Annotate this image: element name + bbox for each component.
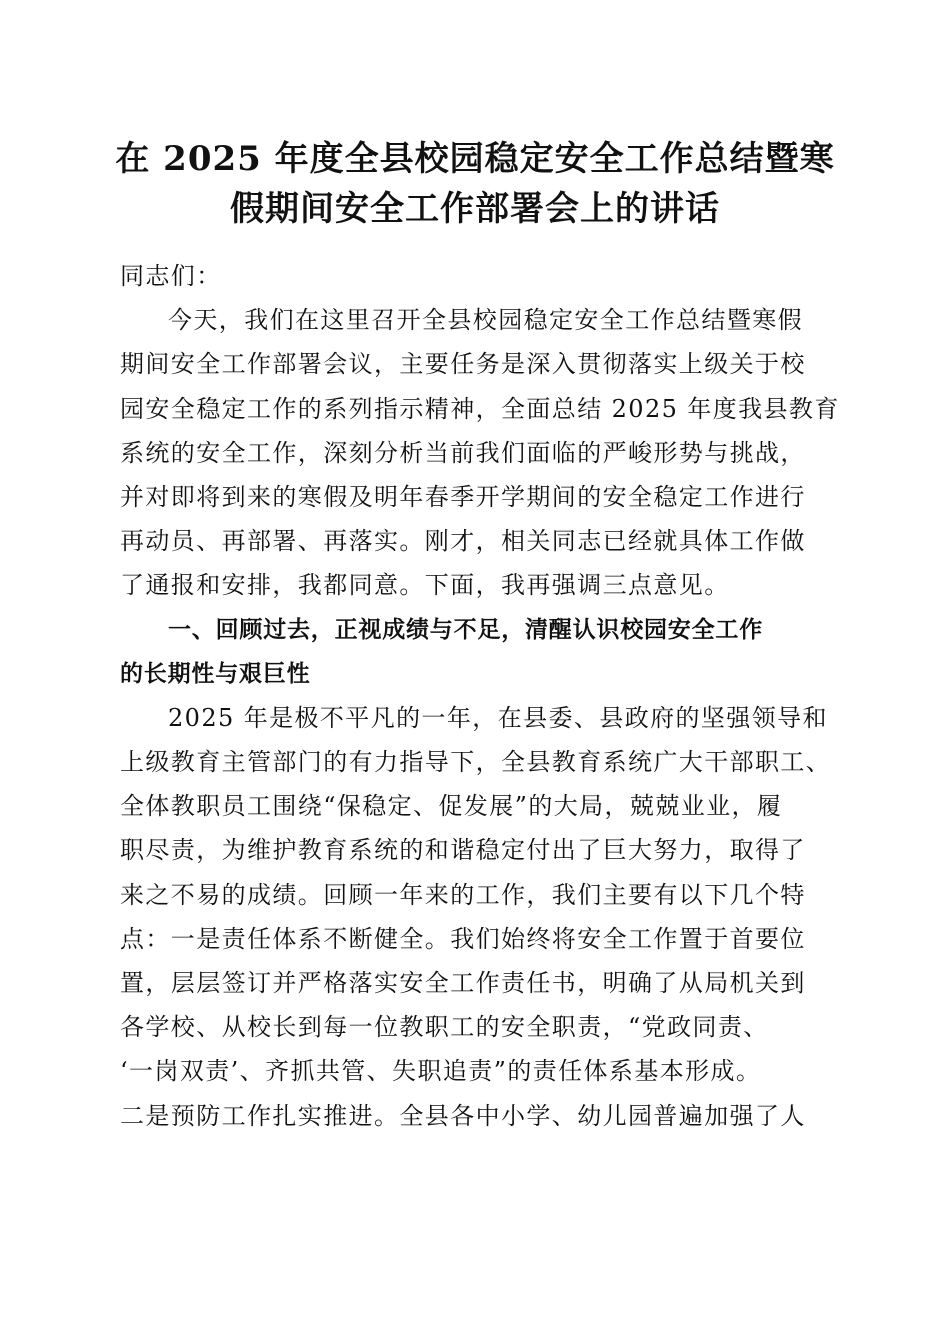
paragraph-line: 上级教育主管部门的有力指导下，全县教育系统广大干部职工、 (120, 748, 832, 777)
paragraph-line: 并对即将到来的寒假及明年春季开学期间的安全稳定工作进行 (120, 482, 806, 511)
section-paragraph (120, 696, 840, 1138)
paragraph-line: 再动员、再部署、再落实。刚才，相关同志已经就具体工作做 (120, 527, 806, 556)
paragraph-line: 园安全稳定工作的系列指示精神，全面总结 2025 年度我县教育 (120, 394, 840, 423)
paragraph-line: 今天，我们在这里召开全县校园稳定安全工作总结暨寒假 (168, 306, 803, 335)
paragraph-line: 来之不易的成绩。回顾一年来的工作，我们主要有以下几个特 (120, 880, 806, 909)
title-line: 假期间安全工作部署会上的讲话 (230, 189, 720, 229)
paragraph-line: 全体教职员工围绕“保稳定、促发展”的大局，兢兢业业，履 (120, 792, 783, 821)
section-heading (120, 608, 840, 696)
document-body (120, 254, 840, 1138)
heading-line: 的长期性与艰巨性 (120, 660, 311, 687)
paragraph-line: 点：一是责任体系不断健全。我们始终将安全工作置于首要位 (120, 924, 806, 953)
paragraph-line: 二是预防工作扎实推进。全县各中小学、幼儿园普遍加强了人 (120, 1101, 806, 1130)
paragraph-line: 各学校、从校长到每一位教职工的安全职责，“党政同责、 (120, 1013, 769, 1042)
paragraph-line: 置，层层签订并严格落实安全工作责任书，明确了从局机关到 (120, 969, 806, 997)
paragraph-line: 了通报和安排，我都同意。下面，我再强调三点意见。 (120, 571, 730, 600)
intro-paragraph (120, 298, 840, 607)
document-title (100, 134, 850, 234)
paragraph-line: 职尽责，为维护教育系统的和谐稳定付出了巨大努力，取得了 (120, 836, 806, 865)
title-line: 在 2025 年度全县校园稳定安全工作总结暨寒 (115, 139, 835, 179)
paragraph-line: 系统的安全工作，深刻分析当前我们面临的严峻形势与挑战， (120, 438, 806, 467)
paragraph-line: 期间安全工作部署会议，主要任务是深入贯彻落实上级关于校 (120, 350, 806, 379)
paragraph-line: 2025 年是极不平凡的一年，在县委、县政府的坚强领导和 (168, 703, 828, 732)
heading-line: 一、回顾过去，正视成绩与不足，清醒认识校园安全工作 (168, 616, 763, 643)
salutation: 同志们： (120, 262, 222, 290)
paragraph-line: ‘一岗双责’、齐抓共管、失职追责”的责任体系基本形成。 (120, 1057, 762, 1086)
